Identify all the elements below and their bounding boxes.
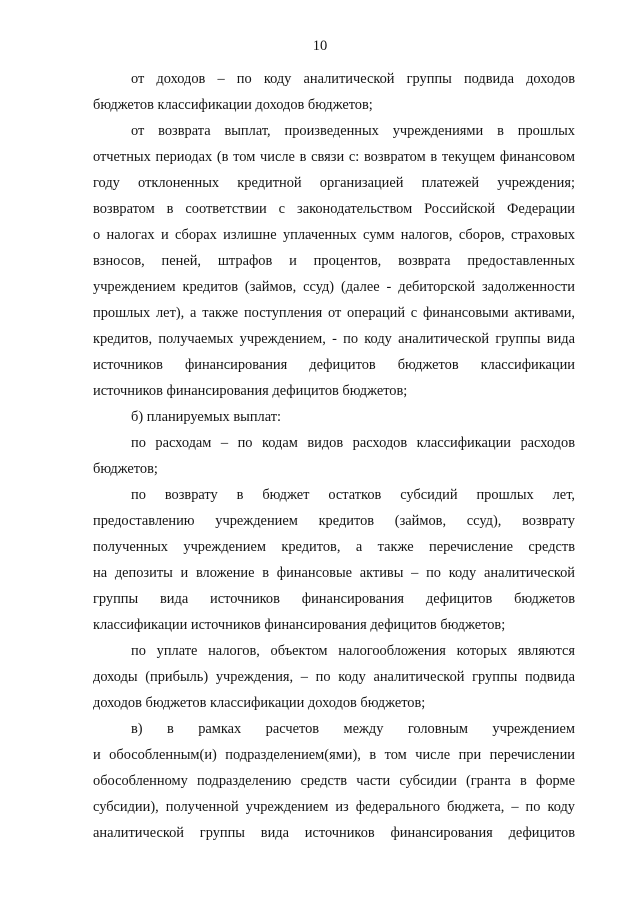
text-line: субсидии), полученной учреждением из федерального бюджета, – по коду <box>93 799 575 815</box>
text-line: возвратом в соответствии с законодательством Российской Федерации <box>93 201 575 217</box>
text-line: на депозиты и вложение в финансовые активы – по коду аналитической <box>93 565 575 581</box>
text-line: от доходов – по коду аналитической группы подвида доходов <box>131 71 575 87</box>
text-line: отчетных периодах (в том числе в связи с: возвратом в текущем финансовом <box>93 149 575 165</box>
text-line: году отклоненных кредитной организацией платежей учреждения; <box>93 175 575 191</box>
text-line: предоставлению учреждением кредитов (займов, ссуд), возврату <box>93 513 575 529</box>
text-line: и обособленным(и) подразделением(ями), в том числе при перечислении <box>93 747 575 763</box>
text-line: доходы (прибыль) учреждения, – по коду аналитической группы подвида <box>93 669 575 685</box>
text-line: обособленному подразделению средств части субсидии (гранта в форме <box>93 773 575 789</box>
text-line: о налогах и сборах излишне уплаченных сумм налогов, сборов, страховых <box>93 227 575 243</box>
text-line: по возврату в бюджет остатков субсидий прошлых лет, <box>131 487 575 503</box>
text-line: полученных учреждением кредитов, а также перечисление средств <box>93 539 575 555</box>
text-line: источников финансирования дефицитов бюджетов; <box>93 383 408 399</box>
text-line: учреждением кредитов (займов, ссуд) (далее - дебиторской задолженности <box>93 279 575 295</box>
text-line: по расходам – по кодам видов расходов классификации расходов <box>131 435 575 451</box>
text-line: группы вида источников финансирования дефицитов бюджетов <box>93 591 575 607</box>
text-line: классификации источников финансирования дефицитов бюджетов; <box>93 617 506 633</box>
text-line: от возврата выплат, произведенных учреждениями в прошлых <box>131 123 575 139</box>
text-line: доходов бюджетов классификации доходов бюджетов; <box>93 695 426 711</box>
text-line: в) в рамках расчетов между головным учреждением <box>131 721 575 737</box>
text-line: б) планируемых выплат: <box>131 409 281 425</box>
text-line: прошлых лет), а также поступления от операций с финансовыми активами, <box>93 305 575 321</box>
text-line: бюджетов; <box>93 461 158 477</box>
text-line: бюджетов классификации доходов бюджетов; <box>93 97 373 113</box>
text-line: взносов, пеней, штрафов и процентов, возврата предоставленных <box>93 253 575 269</box>
text-line: по уплате налогов, объектом налогообложения которых являются <box>131 643 575 659</box>
text-line: источников финансирования дефицитов бюджетов классификации <box>93 357 575 373</box>
text-line: аналитической группы вида источников финансирования дефицитов <box>93 825 575 841</box>
text-line: кредитов, получаемых учреждением, - по коду аналитической группы вида <box>93 331 575 347</box>
page-number: 10 <box>312 38 328 54</box>
